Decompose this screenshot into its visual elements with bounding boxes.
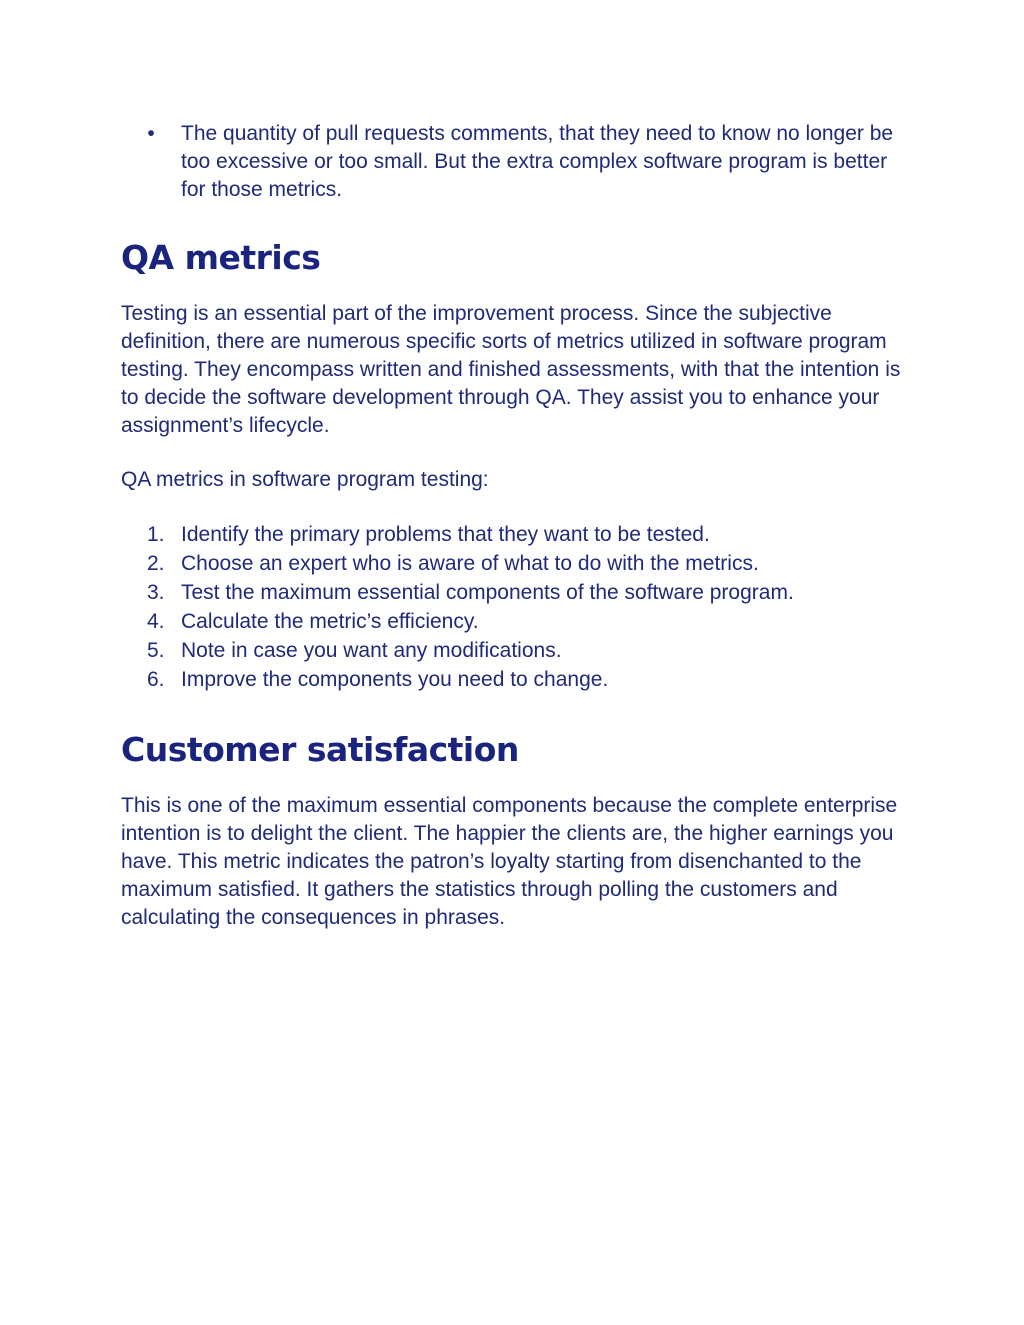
list-item <box>121 549 911 578</box>
step-number: 2. <box>147 552 165 575</box>
bullet-icon: • <box>147 122 155 145</box>
qa-metrics-paragraph: Testing is an essential part of the improvement process. Since the subjective definition, there are numerous specific sorts of metrics utilized in software program testing. They encompass written and finished assessments, with that the intention is to decide the software development through QA. They assist you to enhance your assignment’s lifecycle. <box>121 302 901 437</box>
intro-bullet-list <box>121 120 911 204</box>
list-item <box>121 520 911 549</box>
list-item <box>121 665 911 694</box>
customer-satisfaction-paragraph: This is one of the maximum essential components because the complete enterprise intention is to delight the client. The happier the clients are, the higher earnings you have. This metric indicates the patron’s loyalty starting from disenchanted to the maximum satisfied. It gathers the statistics through polling the customers and calculating the consequences in phrases. <box>121 794 898 929</box>
list-item <box>121 636 911 665</box>
step-text: Identify the primary problems that they want to be tested. <box>181 523 710 546</box>
list-item <box>121 578 911 607</box>
step-number: 1. <box>147 523 165 546</box>
qa-metrics-steps-list <box>121 520 911 694</box>
list-item <box>121 607 911 636</box>
customer-satisfaction-heading: Customer satisfaction <box>121 730 519 769</box>
bullet-text: The quantity of pull requests comments, that they need to know no longer be too excessive or too small. But the extra complex software program is better for those metrics. <box>181 122 894 201</box>
step-number: 5. <box>147 639 165 662</box>
step-text: Choose an expert who is aware of what to do with the metrics. <box>181 552 759 575</box>
step-text: Calculate the metric’s efficiency. <box>181 610 479 633</box>
qa-metrics-heading: QA metrics <box>121 238 321 277</box>
step-text: Test the maximum essential components of the software program. <box>181 581 794 604</box>
qa-metrics-list-intro: QA metrics in software program testing: <box>121 468 489 491</box>
list-item <box>121 120 911 204</box>
step-text: Note in case you want any modifications. <box>181 639 562 662</box>
step-text: Improve the components you need to change. <box>181 668 609 691</box>
document-page <box>121 120 911 932</box>
step-number: 6. <box>147 668 165 691</box>
step-number: 3. <box>147 581 165 604</box>
step-number: 4. <box>147 610 165 633</box>
